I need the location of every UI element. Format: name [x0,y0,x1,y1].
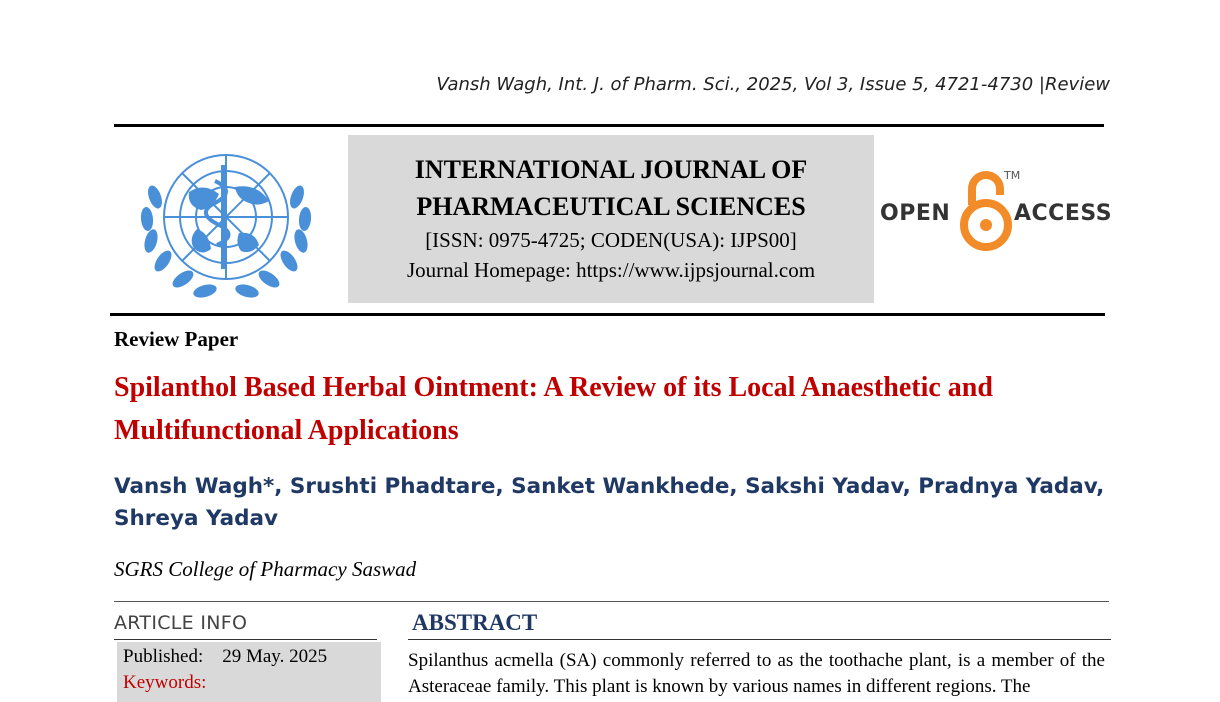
journal-title-line2: PHARMACEUTICAL SCIENCES [416,192,806,221]
abstract-text: Spilanthus acmella (SA) commonly referred to as the toothache plant, is a member of the Asteraceae family. This plant is known by various names in different regions. The [408,650,1105,697]
journal-homepage: Journal Homepage: https://www.ijpsjournal.com [406,258,816,282]
journal-title-line1: INTERNATIONAL JOURNAL OF [414,155,808,184]
affiliation: SGRS College of Pharmacy Saswad [114,557,417,581]
article-info-rule [114,639,377,640]
published-line [123,644,381,670]
abstract-heading: ABSTRACT [412,610,538,635]
paper-title: Spilanthol Based Herbal Ointment: A Review of its Local Anaesthetic and Multifunctional Applications [114,372,993,446]
open-access-left-text: OPEN [880,201,951,226]
published-label: Published: [123,646,204,667]
section-label: Review Paper [114,327,239,351]
journal-title [348,151,874,225]
open-access-right-text: ACCESS [1014,201,1113,226]
keywords-label: Keywords: [123,672,207,693]
header-rule-top [114,124,1104,127]
abstract-rule [408,639,1111,640]
journal-logo-icon [127,137,325,307]
trademark-mark: TM [1004,169,1021,182]
article-info-heading: ARTICLE INFO [114,612,248,634]
author-list: Vansh Wagh*, Srushti Phadtare, Sanket Wankhede, Sakshi Yadav, Pradnya Yadav, Shreya Yadav [114,474,1105,531]
journal-masthead [348,135,874,303]
article-info-box [117,642,381,702]
running-head: Vansh Wagh, Int. J. of Pharm. Sci., 2025, Vol 3, Issue 5, 4721-4730 |Review [436,74,1110,95]
journal-issn: [ISSN: 0975-4725; CODEN(USA): IJPS00] [425,228,797,252]
section-divider [114,601,1109,602]
header-rule-bottom [110,313,1105,316]
open-access-logo [880,165,1113,255]
published-date: 29 May. 2025 [222,646,328,667]
